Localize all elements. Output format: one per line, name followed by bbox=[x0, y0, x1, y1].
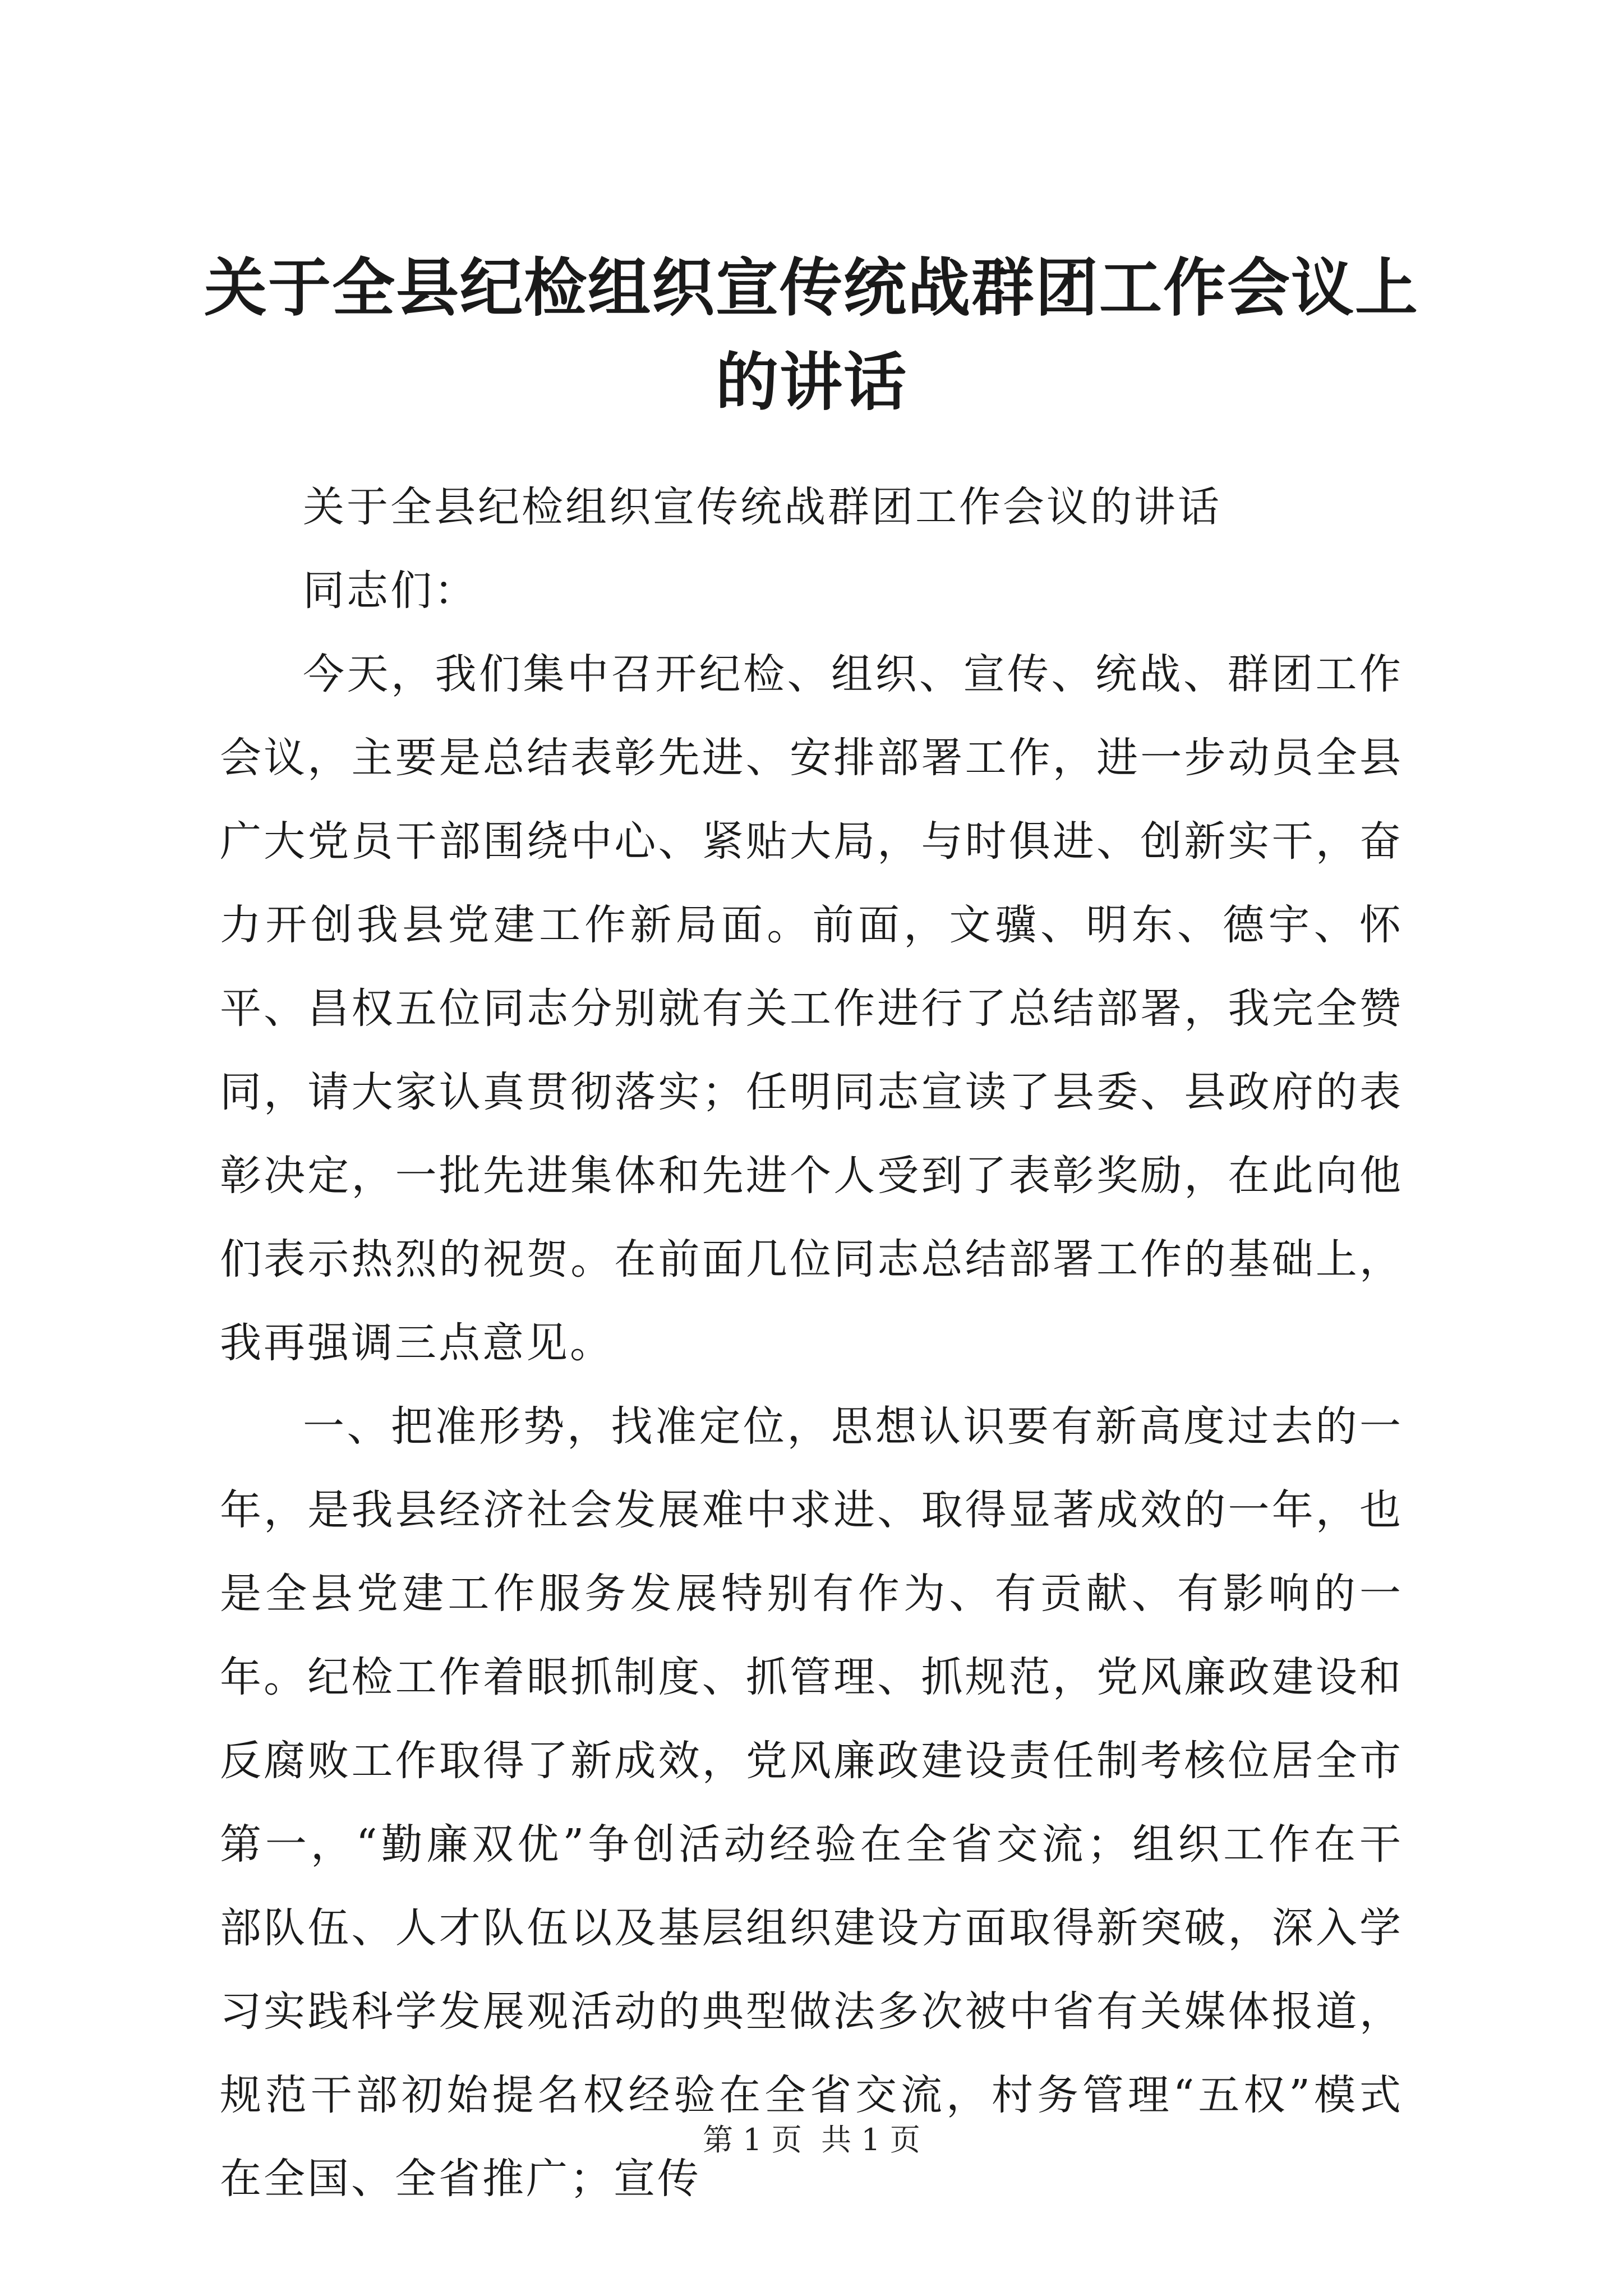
document-body bbox=[220, 466, 1403, 2221]
body-paragraph-1: 今天，我们集中召开纪检、组织、宣传、统战、群团工作会议，主要是总结表彰先进、安排部署工作，进一步动员全县广大党员干部围绕中心、紧贴大局，与时俱进、创新实干，奋力开创我县党建工作新局面。前面，文骥、明东、德宇、怀平、昌权五位同志分别就有关工作进行了总结部署，我完全赞同，请大家认真贯彻落实；任明同志宣读了县委、县政府的表彰决定，一批先进集体和先进个人受到了表彰奖励，在此向他们表示热烈的祝贺。在前面几位同志总结部署工作的基础上，我再强调三点意见。 bbox=[220, 650, 1403, 1367]
page-footer bbox=[0, 2120, 1623, 2160]
document-title: 关于全县纪检组织宣传统战群团工作会议上的讲话 bbox=[204, 251, 1419, 419]
salutation: 同志们： bbox=[303, 567, 478, 615]
page-number-label: 第 1 页 共 1 页 bbox=[703, 2122, 920, 2157]
subtitle-line: 关于全县纪检组织宣传统战群团工作会议的讲话 bbox=[303, 483, 1221, 531]
body-paragraph-2: 一、把准形势，找准定位，思想认识要有新高度过去的一年，是我县经济社会发展难中求进、取得显著成效的一年，也是全县党建工作服务发展特别有作为、有贡献、有影响的一年。纪检工作着眼抓制度、抓管理、抓规范，党风廉政建设和反腐败工作取得了新成效，党风廉政建设责任制考核位居全市第一，“勤廉双优”争创活动经验在全省交流；组织工作在干部队伍、人才队伍以及基层组织建设方面取得新突破，深入学习实践科学发展观活动的典型做法多次被中省有关媒体报道，规范干部初始提名权经验在全省交流，村务管理“五权”模式在全国、全省推广；宣传 bbox=[220, 1402, 1403, 2203]
